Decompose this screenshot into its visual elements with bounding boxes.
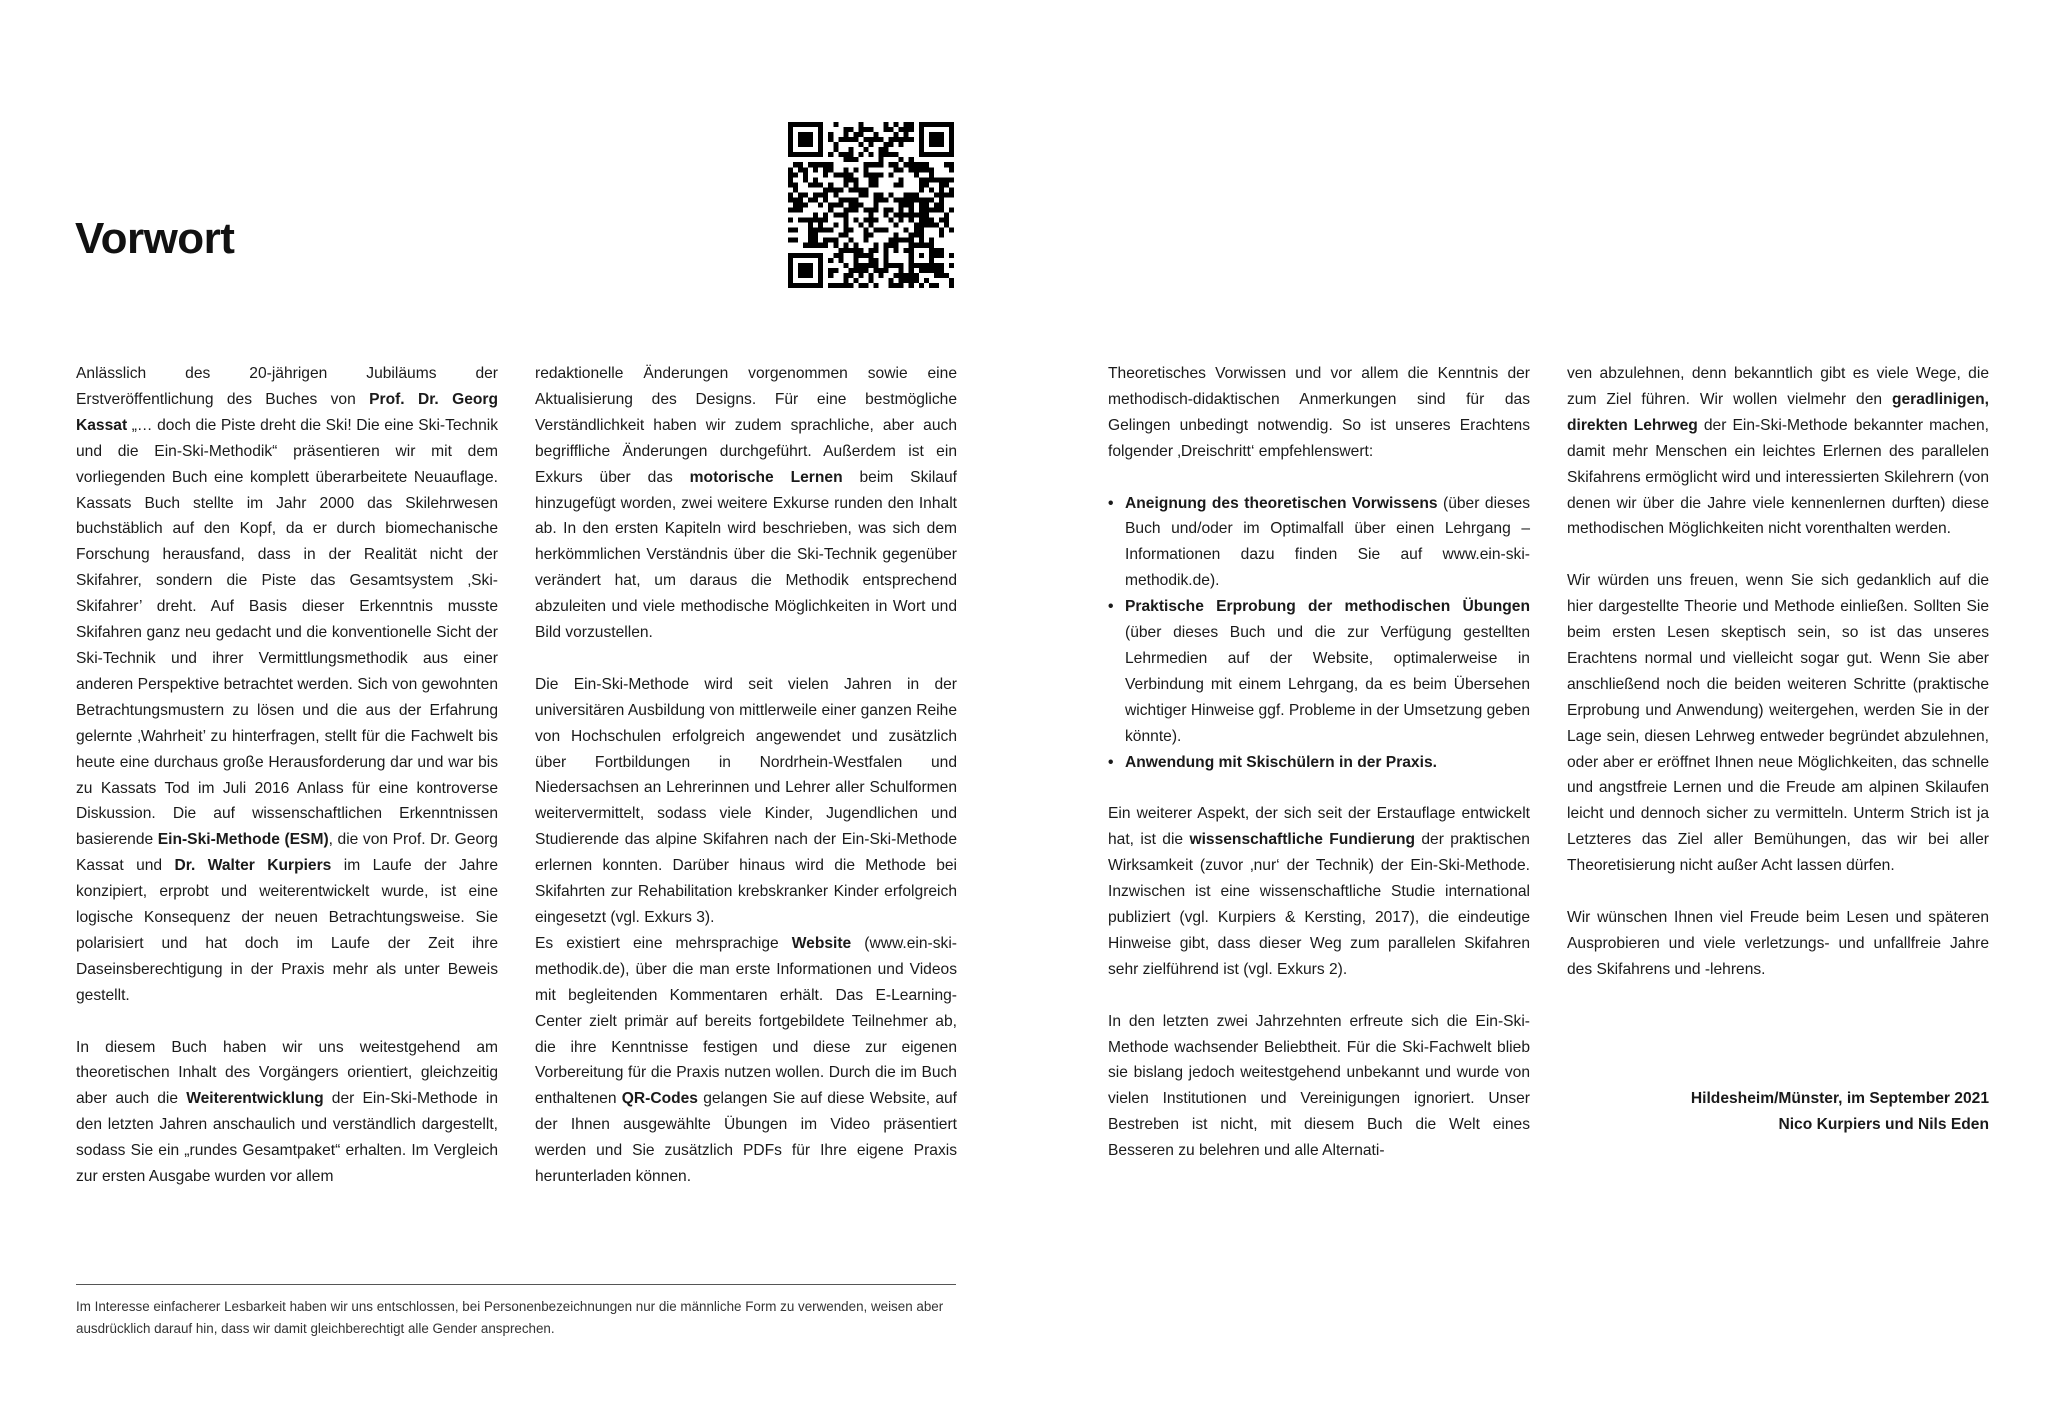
place-date: Hildesheim/Münster, im September 2021 — [1690, 1089, 1989, 1107]
bullet-list — [1108, 491, 1530, 776]
paragraph: In diesem Buch haben wir uns weitestgehend am theoretischen Inhalt des Vorgängers orientiert, gleichzeitig aber auch die Weiterentwicklung der Ein-Ski-Methode in den letzten Jahren anschaulich und verständlich dargestellt, sodass Sie ein „rundes Gesamtpaket“ erhalten. Im Vergleich zur ersten Ausgabe wurden vor allem — [76, 1038, 498, 1186]
paragraph: ven abzulehnen, denn bekanntlich gibt es viele Wege, die zum Ziel führen. Wir wollen vielmehr den geradlinigen, direkten Lehrweg der Ein-Ski-Methode bekannter machen, damit mehr Menschen ein leichtes Erlernen des parallelen Skifahrens ermöglicht wird und interessierten Skilehrern (von denen wir über die Jahre viele kennenlernen durften) diese methodischen Möglichkeiten nicht vorenthalten werden. — [1567, 365, 1989, 538]
bullet-item: • Anwendung mit Skischülern in der Praxis. — [1125, 750, 1530, 776]
paragraph: Wir würden uns freuen, wenn Sie sich gedanklich auf die hier dargestellte Theorie und Methode einließen. Sollten Sie beim ersten Lesen skeptisch sein, so ist das unseres Erachtens normal und vielleicht sogar gut. Wenn Sie aber anschließend noch die beiden weiteren Schritte (praktische Erprobung und Anwendung) weitergehen, werden Sie in der Lage sein, diesen Lehrweg entweder begründet abzulehnen, oder aber er eröffnet Ihnen neue Möglichkeiten, das schnelle und angstfreie Lernen und die Freude am alpinen Skilaufen leicht und dennoch sicher zu vermitteln. Unterm Strich ist ja Letzteres das Ziel aller Bemühungen, das wir bei aller Theoretisierung nicht außer Acht lassen dürfen. — [1567, 572, 1989, 875]
paragraph: redaktionelle Änderungen vorgenommen sowie eine Aktualisierung des Designs. Für eine bestmögliche Verständlichkeit haben wir zudem sprachliche, aber auch begriffliche Änderungen durchgeführt. Außerdem ist ein Exkurs über das motorische Lernen beim Skilauf hinzugefügt worden, zwei weitere Exkurse runden den Inhalt ab. In den ersten Kapiteln wird beschrieben, was sich dem herkömmlichen Verständnis über die Ski-Technik gegenüber verändert hat, um daraus die Methodik entsprechend abzuleiten und viele methodische Möglichkeiten in Wort und Bild vorzustellen. — [535, 365, 957, 642]
paragraph: In den letzten zwei Jahrzehnten erfreute sich die Ein-Ski-Methode wachsender Beliebtheit. Für die Ski-Fachwelt blieb sie bislang jedoch weitestgehend unbekannt und wurde von vielen Institutionen und Vereinigungen ignoriert. Unser Bestreben ist nicht, mit diesem Buch die Welt eines Besseren zu belehren und alle Alternati- — [1108, 1012, 1530, 1160]
signature-block — [1567, 1086, 1989, 1138]
text-column-1 — [76, 361, 498, 1216]
paragraph: Ein weiterer Aspekt, der sich seit der Erstauflage entwickelt hat, ist die wissenschaftliche Fundierung der praktischen Wirksamkeit (zuvor ‚nur‘ der Technik) der Ein-Ski-Methode. Inzwischen ist eine wissenschaftliche Studie international publiziert (vgl. Kurpiers & Kersting, 2017), die eindeutige Hinweise gibt, dass dieser Weg zum parallelen Skifahren sehr zielführend ist (vgl. Exkurs 2). — [1108, 805, 1530, 978]
bullet-item: • Praktische Erprobung der methodischen Übungen (über dieses Buch und die zur Verfügung gestellten Lehrmedien auf der Website, optimalerweise in Verbindung mit einem Lehrgang, da es beim Übersehen wichtiger Hinweise ggf. Probleme in der Umsetzung geben könnte). — [1125, 594, 1530, 749]
paragraph: Anlässlich des 20-jährigen Jubiläums der Erstveröffentlichung des Buches von Prof. Dr. Georg Kassat „… doch die Piste dreht die Ski! Die eine Ski-Technik und die Ein-Ski-Methodik“ präsentieren wir mit dem vorliegenden Buch eine komplett überarbeitete Neuauflage. Kassats Buch stellte im Jahr 2000 das Skilehrwesen buchstäblich auf den Kopf, da er durch biomechanische Forschung herausfand, dass in der Realität nicht der Skifahrer, sondern die Piste das Gesamtsystem ‚Ski-Skifahrer’ dreht. Auf Basis dieser Erkenntnis musste Skifahren ganz neu gedacht und die konventionelle Sicht der Ski-Technik und ihrer Vermittlungsmethodik aus einer anderen Perspektive betrachtet werden. Sich von gewohnten Betrachtungsmustern zu lösen und die aus der Erfahrung gelernte ‚Wahrheit’ zu hinterfragen, stellt für die Fachwelt bis heute eine durchaus große Herausforderung dar und war bis zu Kassats Tod im Juli 2016 Anlass für eine kontroverse Diskussion. Die auf wissenschaftlichen Erkenntnissen basierende Ein-Ski-Methode (ESM), die von Prof. Dr. Georg Kassat und Dr. Walter Kurpiers im Laufe der Jahre konzipiert, erprobt und weiterentwickelt wurde, ist eine logische Konsequenz der neuen Betrachtungsweise. Sie polarisiert und hat doch im Laufe der Zeit ihre Daseinsberechtigung in der Praxis mehr als unter Beweis gestellt. — [76, 365, 498, 1004]
footnote: Im Interesse einfacherer Lesbarkeit haben wir uns entschlossen, bei Personenbezeichnungen nur die männliche Form zu verwenden, weisen aber ausdrücklich darauf hin, dass wir damit gleichberechtigt alle Gender ansprechen. — [76, 1299, 944, 1336]
authors: Nico Kurpiers und Nils Eden — [1778, 1115, 1989, 1133]
paragraph: Wir wünschen Ihnen viel Freude beim Lesen und späteren Ausprobieren und viele verletzungs- und unfallfreie Jahre des Skifahrens und -lehrens. — [1567, 909, 1989, 978]
paragraph: Die Ein-Ski-Methode wird seit vielen Jahren in der universitären Ausbildung von mittlerweile einer ganzen Reihe von Hochschulen erfolgreich angewendet und zusätzlich über Fortbildungen in Nordrhein-Westfalen und Niedersachsen an Lehrerinnen und Lehrer aller Schulformen weitervermittelt, sodass viele Kinder, Jugendlichen und Studierende das alpine Skifahren nach der Ein-Ski-Methode erlernen konnten. Darüber hinaus wird die Methode bei Skifahrten zur Rehabilitation krebskranker Kinder erfolgreich eingesetzt (vgl. Exkurs 3). — [535, 675, 957, 927]
text-column-3 — [1108, 361, 1530, 1190]
footnote-divider — [76, 1284, 956, 1285]
paragraph: Es existiert eine mehrsprachige Website (www.ein-ski-methodik.de), über die man erste Informationen und Videos mit begleitenden Kommentaren erhält. Das E-Learning-Center zielt primär auf bereits fortgebildete Teilnehmer ab, die ihre Kenntnisse festigen und diese zur eigenen Vorbereitung für die Praxis nutzen wollen. Durch die im Buch enthaltenen QR-Codes gelangen Sie auf diese Website, auf der Ihnen ausgewählte Übungen im Video präsentiert werden und Sie zusätzlich PDFs für Ihre eigene Praxis herunterladen können. — [535, 934, 958, 1186]
paragraph: Theoretisches Vorwissen und vor allem die Kenntnis der methodisch-didaktischen Anmerkungen sind für das Gelingen unbedingt notwendig. So ist unseres Erachtens folgender ‚Dreischritt‘ empfehlenswert: — [1108, 365, 1530, 460]
page-title: Vorwort — [75, 214, 235, 263]
text-column-4 — [1567, 361, 1989, 1137]
qr-code-icon — [788, 122, 954, 288]
bullet-item: • Aneignung des theoretischen Vorwissens (über dieses Buch und/oder im Optimalfall über einen Lehrgang – Informationen dazu finden Sie auf www.ein-ski-methodik.de). — [1125, 491, 1530, 595]
text-column-2 — [535, 361, 957, 1216]
